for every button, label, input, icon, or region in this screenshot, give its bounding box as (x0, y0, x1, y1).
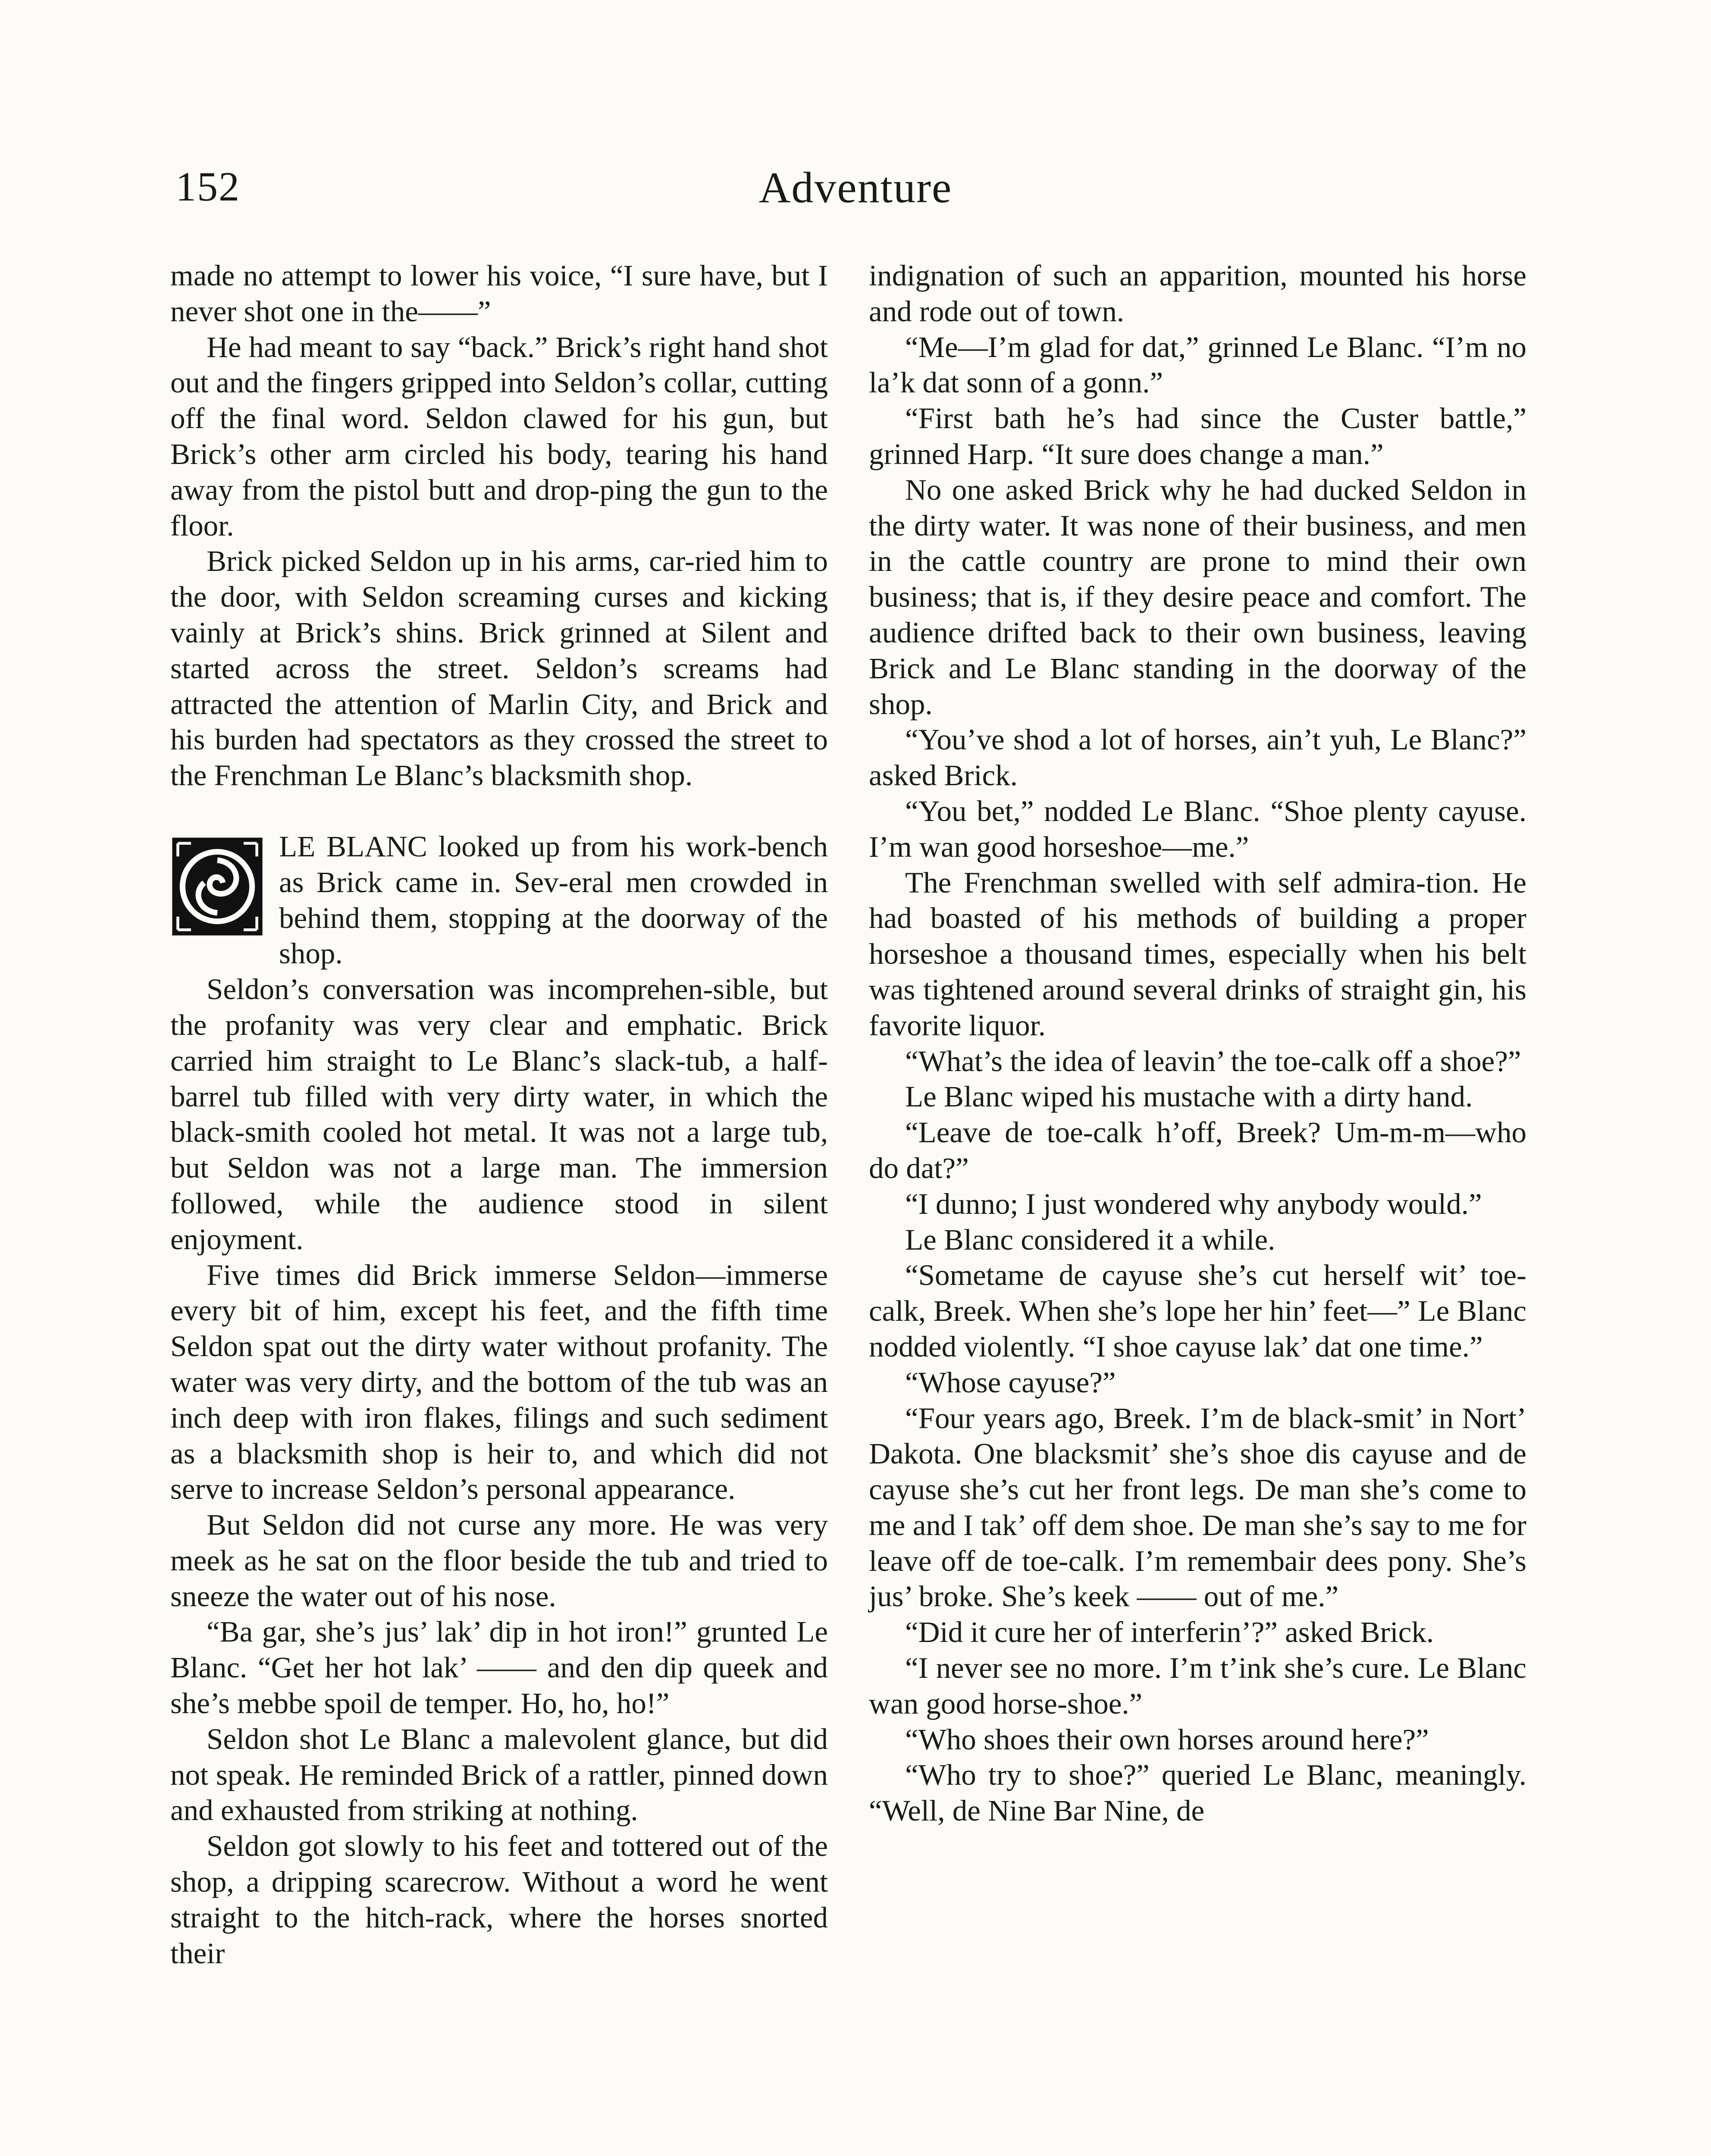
paragraph: Five times did Brick immerse Seldon—immerse every bit of him, except his feet, and the fifth time Seldon spat out the dirty water without profanity. The water was very dirty, and the bottom of the tub was an inch deep with iron flakes, filings and such sediment as a blacksmith shop is heir to, and which did not serve to increase Seldon’s personal appearance. (170, 1258, 828, 1506)
running-head: Adventure (758, 163, 953, 212)
paragraph: Seldon’s conversation was incomprehen-sible, but the profanity was very clear and emphatic. Brick carried him straight to Le Blanc’s slack-tub, a half-barrel tub filled with very dirty water, in which the black-smith cooled hot metal. It was not a large tub, but Seldon was not a large man. The immersion followed, while the audience stood in silent enjoyment. (170, 973, 828, 1256)
paragraph: Seldon shot Le Blanc a malevolent glance, but did not speak. He reminded Brick of a rattler, pinned down and exhausted from striking at nothing. (170, 1722, 828, 1827)
paragraph: “Leave de toe-calk h’off, Breek? Um-m-m—who do dat?” (869, 1116, 1526, 1185)
paragraph: “Four years ago, Breek. I’m de black-smit’ in Nort’ Dakota. One blacksmit’ she’s shoe dis cayuse and de cayuse she’s cut her front legs. De man she’s come to me and I tak’ off dem shoe. De man she’s say to me for leave off de toe-calk. I’m remembair dees pony. She’s jus’ broke. She’s keek —— out of me.” (869, 1401, 1526, 1613)
right-column (869, 258, 1526, 1829)
paragraph: “You’ve shod a lot of horses, ain’t yuh, Le Blanc?” asked Brick. (869, 723, 1526, 792)
left-column (170, 258, 828, 1971)
paragraph: “Who try to shoe?” queried Le Blanc, meaningly. “Well, de Nine Bar Nine, de (869, 1758, 1526, 1827)
paragraph: Le Blanc wiped his mustache with a dirty hand. (905, 1080, 1473, 1113)
paragraph: “Ba gar, she’s jus’ lak’ dip in hot iron!” grunted Le Blanc. “Get her hot lak’ —— and den dip queek and she’s mebbe spoil de temper. Ho, ho, ho!” (170, 1615, 828, 1720)
paragraph: “What’s the idea of leavin’ the toe-calk off a shoe?” (905, 1044, 1521, 1078)
paragraph: “I dunno; I just wondered why anybody would.” (905, 1187, 1482, 1220)
swirl-ornament-icon (170, 836, 264, 937)
paragraph: “You bet,” nodded Le Blanc. “Shoe plenty cayuse. I’m wan good horseshoe—me.” (869, 794, 1526, 863)
paragraph: “Whose cayuse?” (905, 1366, 1116, 1399)
paragraph: “First bath he’s had since the Custer battle,” grinned Harp. “It sure does change a man.” (869, 402, 1526, 470)
paragraph: Le Blanc considered it a while. (905, 1223, 1275, 1256)
paragraph: “Sometame de cayuse she’s cut herself wit’ toe-calk, Breek. When she’s lope her hin’ feet—” Le Blanc nodded violently. “I shoe cayuse lak’ dat one time.” (869, 1259, 1526, 1363)
page-number: 152 (175, 163, 240, 210)
paragraph: No one asked Brick why he had ducked Seldon in the dirty water. It was none of their business, and men in the cattle country are prone to mind their own business; that is, if they desire peace and comfort. The audience drifted back to their own business, leaving Brick and Le Blanc standing in the doorway of the shop. (869, 473, 1526, 721)
paragraph: But Seldon did not curse any more. He was very meek as he sat on the floor beside the tub and tried to sneeze the water out of his nose. (170, 1508, 828, 1613)
paragraph: He had meant to say “back.” Brick’s right hand shot out and the fingers gripped into Seldon’s collar, cutting off the final word. Seldon clawed for his gun, but Brick’s other arm circled his body, tearing his hand away from the pistol butt and drop-ping the gun to the floor. (170, 330, 828, 542)
paragraph: “Did it cure her of interferin’?” asked Brick. (905, 1616, 1434, 1649)
paragraph: The Frenchman swelled with self admira-tion. He had boasted of his methods of building a proper horseshoe a thousand times, especially when his belt was tightened around several drinks of straight gin, his favorite liquor. (869, 866, 1526, 1042)
paragraph: “Me—I’m glad for dat,” grinned Le Blanc. “I’m no la’k dat sonn of a gonn.” (869, 330, 1526, 399)
paragraph: Brick picked Seldon up in his arms, car-ried him to the door, with Seldon screaming curses and kicking vainly at Brick’s shins. Brick grinned at Silent and started across the street. Seldon’s screams had attracted the attention of Marlin City, and Brick and his burden had spectators as they crossed the street to the Frenchman Le Blanc’s blacksmith shop. (170, 545, 828, 792)
paragraph-section-start: LE BLANC looked up from his work-bench as Brick came in. Sev-eral men crowded in behind them, stopping at the doorway of the shop. (279, 830, 828, 970)
paragraph: made no attempt to lower his voice, “I sure have, but I never shot one in the——” (170, 259, 828, 328)
paragraph: Seldon got slowly to his feet and tottered out of the shop, a dripping scarecrow. Without a word he went straight to the hitch-rack, where the horses snorted their (170, 1830, 828, 1970)
paragraph: “I never see no more. I’m t’ink she’s cure. Le Blanc wan good horse-shoe.” (869, 1651, 1526, 1720)
paragraph: “Who shoes their own horses around here?” (905, 1723, 1429, 1756)
paragraph: indignation of such an apparition, mounted his horse and rode out of town. (869, 259, 1526, 328)
